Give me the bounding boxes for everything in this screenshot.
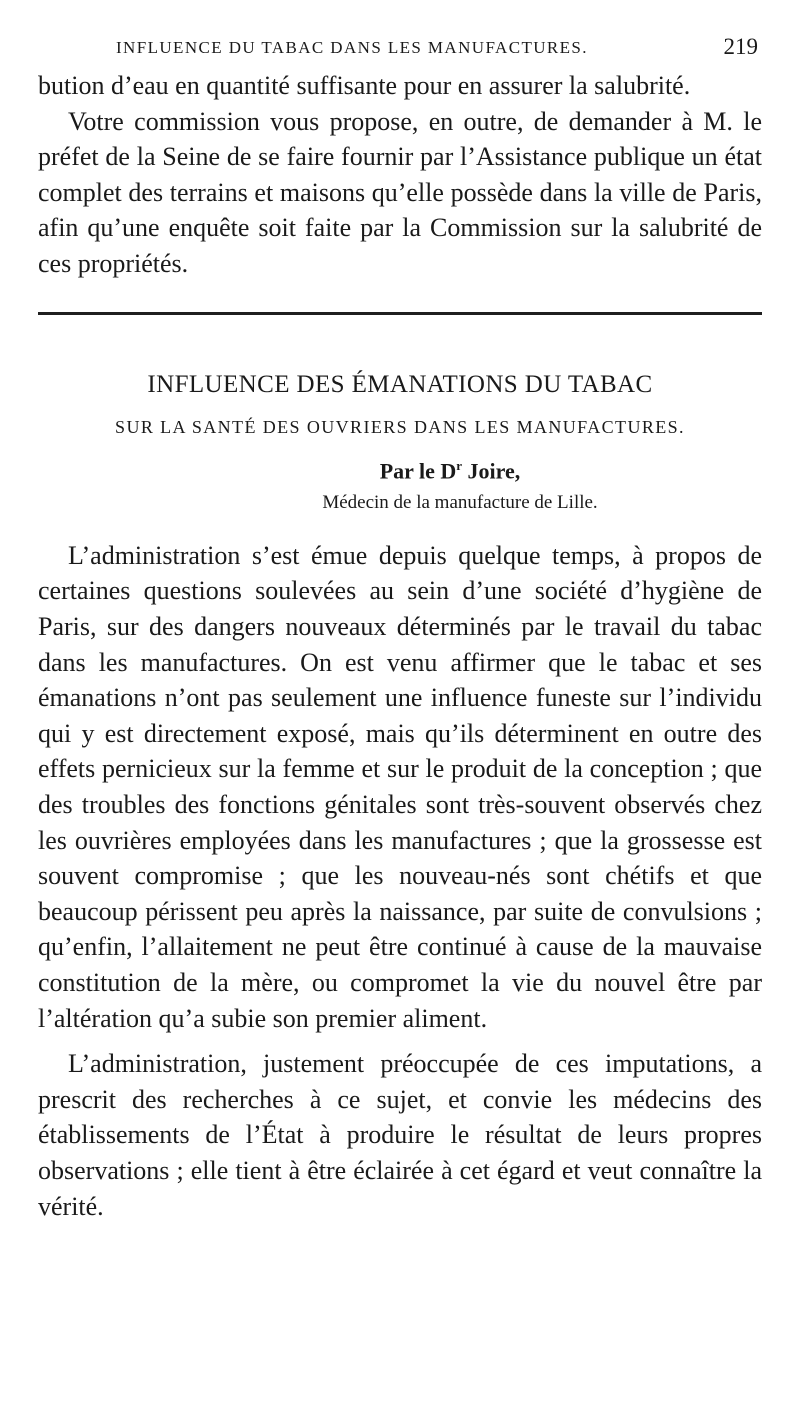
page-number: 219 <box>723 34 758 59</box>
previous-section-paragraph: bution d’eau en quantité suffisante pour en assurer la salubrité. <box>38 71 691 100</box>
author-name: Joire, <box>462 457 521 483</box>
book-page <box>38 28 762 1224</box>
article-paragraph: L’administration, justement préoccupée de ces imputations, a prescrit des recherches à ce sujet, et convie les médecins des établissements de l’État à produire le résultat de leurs propres observations ; elle tient à être éclairée à cet égard et veut connaître la vérité. <box>38 1049 762 1221</box>
article-subtitle: SUR LA SANTÉ DES OUVRIERS DANS LES MANUFACTURES. <box>115 416 685 437</box>
author-title-superscript: r <box>456 457 463 473</box>
article-title: INFLUENCE DES ÉMANATIONS DU TABAC <box>147 370 653 398</box>
running-head <box>38 28 762 68</box>
article-author <box>38 458 762 484</box>
author-affiliation: Médecin de la manufacture de Lille. <box>322 491 598 513</box>
article-paragraph: L’administration s’est émue depuis quelque temps, à propos de certaines questions soulevées au sein d’une société d’hygiène de Paris, sur des dangers nouveaux déterminés par le travail du tabac dans les manufactures. On est venu affirmer que le tabac et ses émanations n’ont pas seulement une influence funeste sur l’individu qui y est directement exposé, mais qu’ils déterminent en outre des effets pernicieux sur la femme et sur le produit de la conception ; que des troubles des fonctions génitales sont très-souvent observés chez les ouvrières employées dans les manufactures ; que la grossesse est souvent compromise ; que les nouveau-nés sont chétifs et que beaucoup périssent peu après la naissance, par suite de convulsions ; qu’enfin, l’allaitement ne peut être continué à cause de la mauvaise constitution de la mère, ou compromet la vie du nouvel être par l’altération qu’a subie son premier aliment. <box>38 540 762 1033</box>
section-divider <box>38 312 762 315</box>
author-prefix: Par le D <box>379 457 457 483</box>
running-head-title: INFLUENCE DU TABAC DANS LES MANUFACTURES. <box>116 38 588 57</box>
previous-section-paragraph: Votre commission vous propose, en outre, de demander à M. le préfet de la Seine de se faire fournir par l’Assistance publique un état complet des terrains et maisons qu’elle possède dans la ville de Paris, afin qu’une enquête soit faite par la Commission sur la salubrité de ces propriétés. <box>38 106 762 278</box>
